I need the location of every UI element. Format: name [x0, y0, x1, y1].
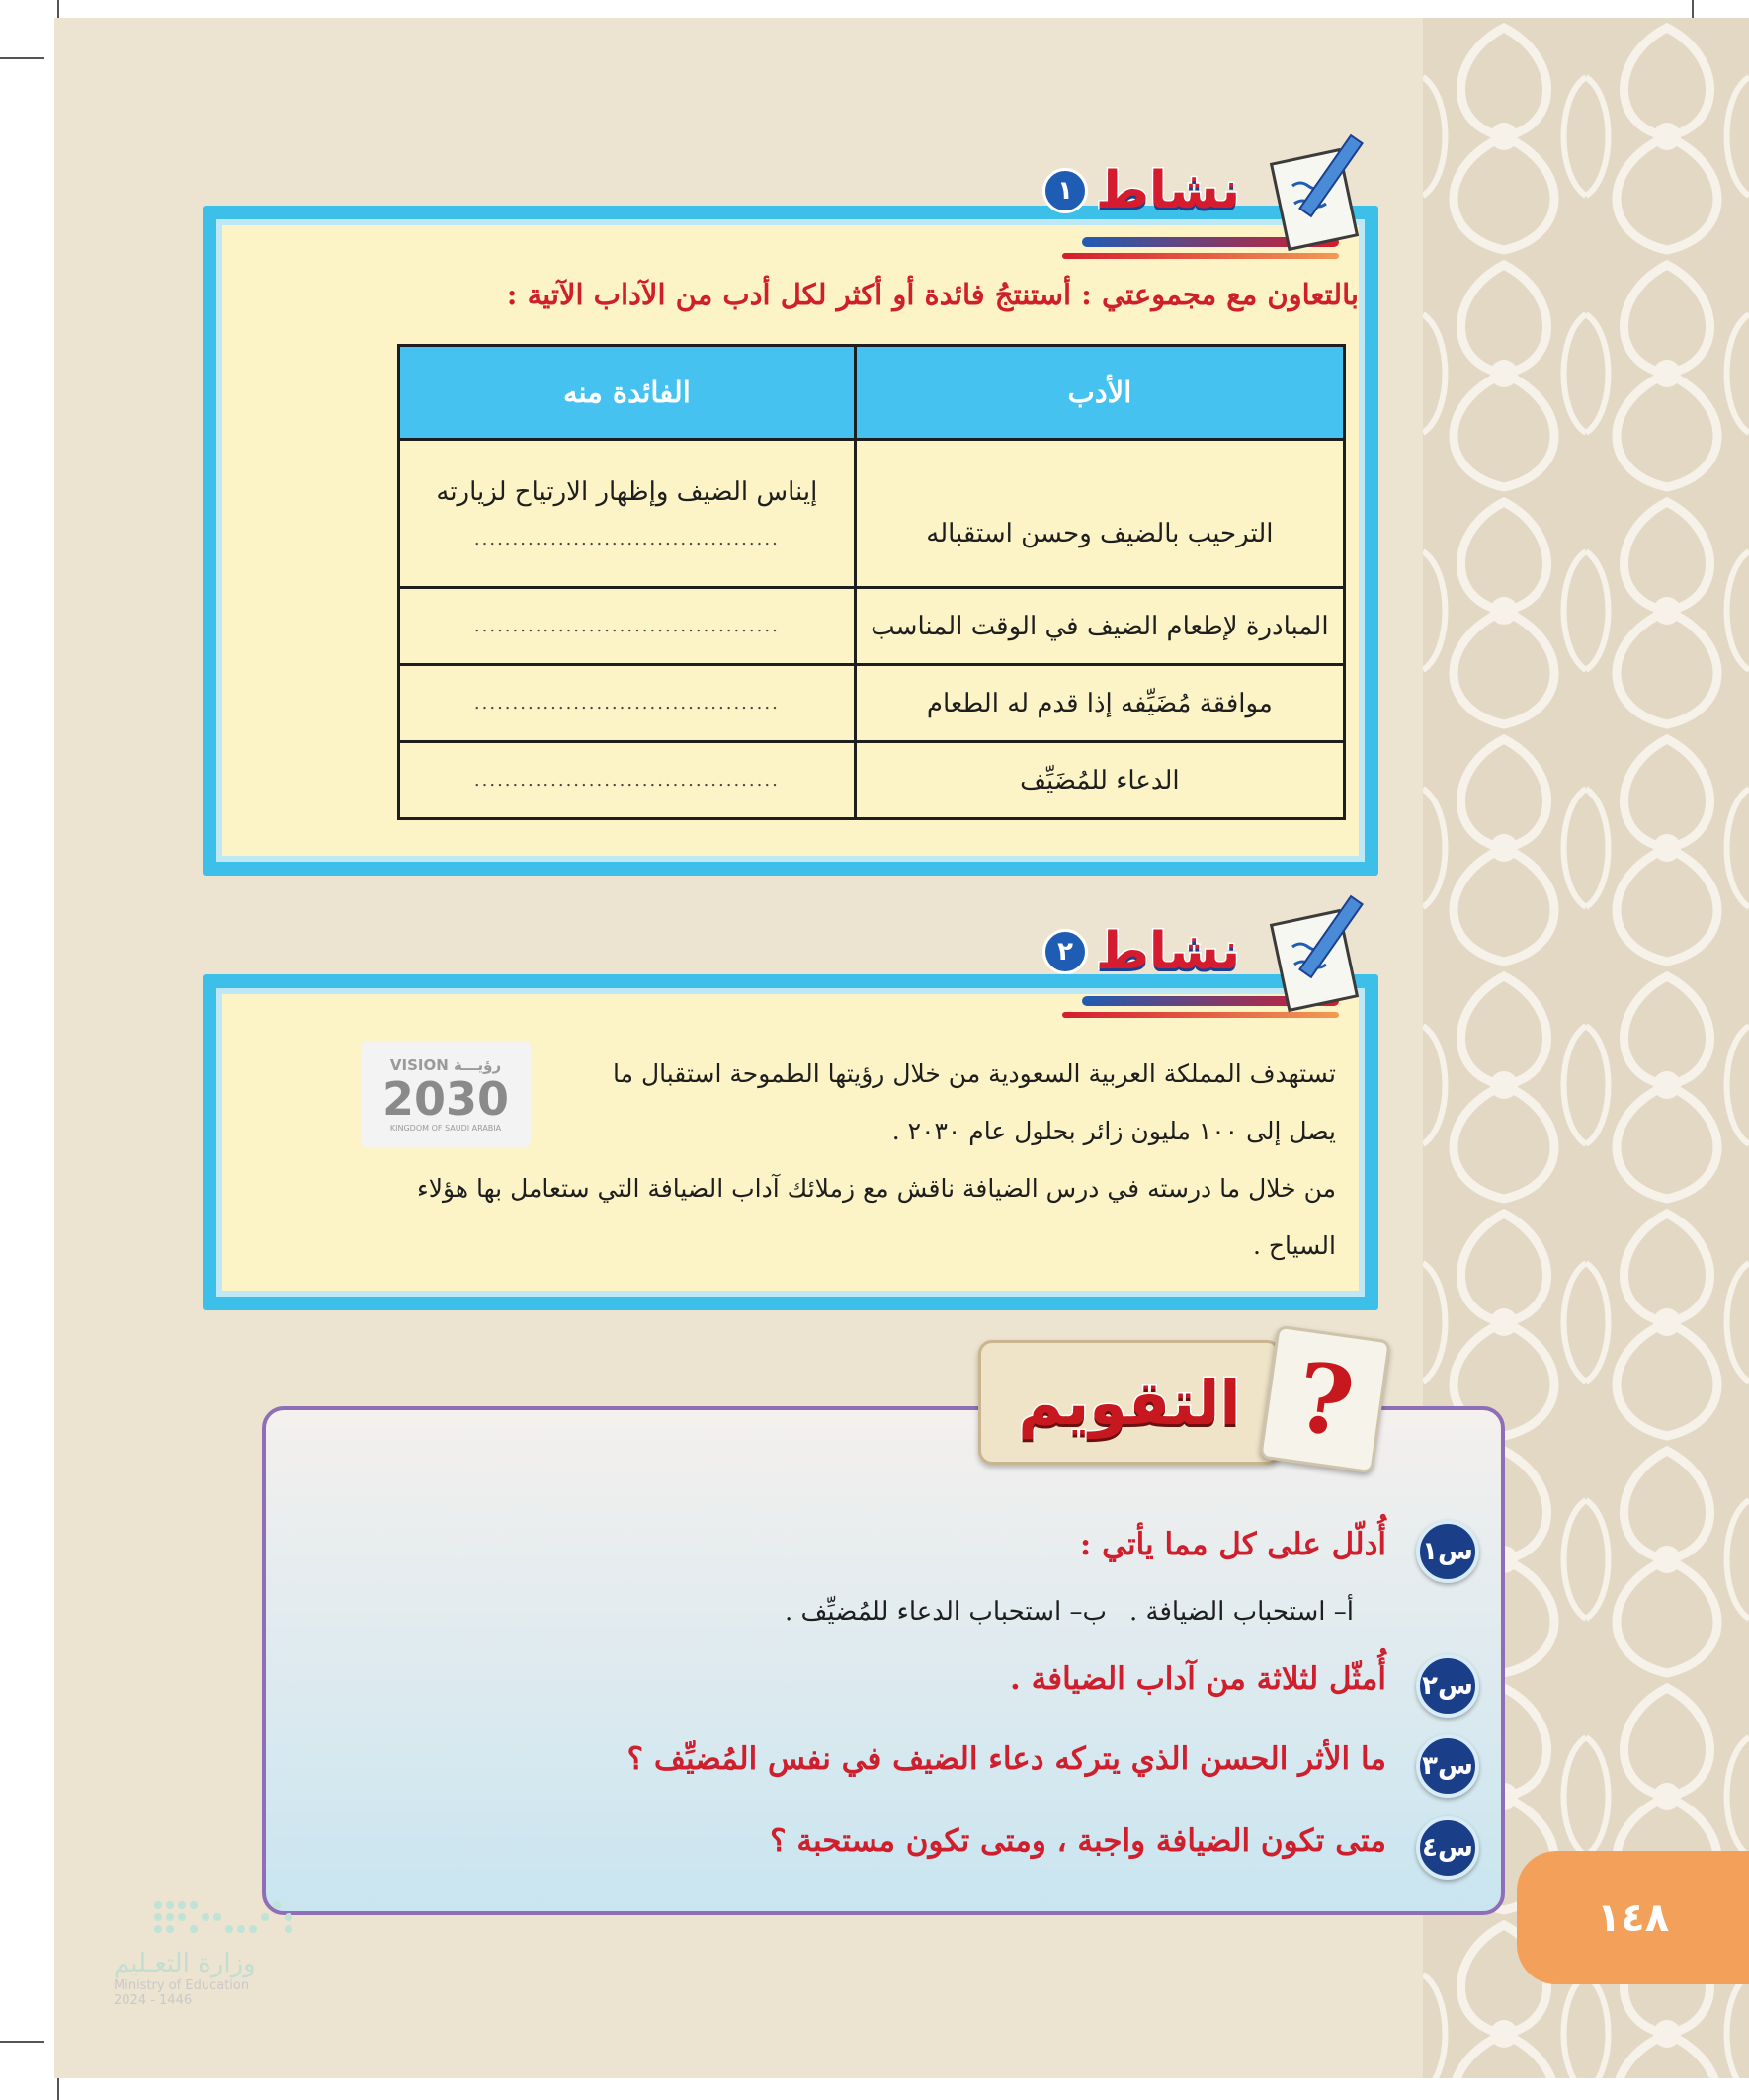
vision-logo-year: 2030 — [381, 1071, 510, 1126]
crop-mark — [0, 2041, 44, 2043]
ministry-arabic: وزارة التعـليم — [114, 1949, 256, 1978]
activity-2-text — [565, 1046, 1336, 1160]
benefit-cell — [399, 588, 856, 665]
adab-cell: المبادرة لإطعام الضيف في الوقت المناسب — [855, 588, 1344, 665]
question-badge: س٣ — [1416, 1734, 1479, 1798]
table-row — [399, 665, 1345, 742]
question-text: أُمثّل لثلاثة من آداب الضيافة . — [1010, 1661, 1386, 1697]
ministry-logo — [94, 1895, 311, 2008]
table-header-row — [399, 346, 1345, 440]
vision-logo-top: VISION رؤيـــة — [389, 1055, 502, 1074]
ministry-english: Ministry of Education — [114, 1978, 250, 1993]
evaluation-title: التقويم — [1018, 1366, 1241, 1439]
table-row — [399, 588, 1345, 665]
answer-blank[interactable]: ........................................ — [473, 616, 780, 636]
adab-cell: الدعاء للمُضَيِّف — [855, 742, 1344, 819]
answer-blank[interactable]: ........................................ — [473, 770, 780, 791]
vision-2030-logo — [361, 1041, 531, 1147]
notepad-pencil-icon — [1255, 126, 1383, 255]
question-badge: س٢ — [1416, 1654, 1479, 1718]
activity-2-text — [348, 1160, 1336, 1275]
benefit-cell — [399, 440, 856, 588]
header-benefit: الفائدة منه — [399, 346, 856, 440]
benefit-text: إيناس الضيف وإظهار الارتياح لزيارته — [436, 477, 818, 507]
benefit-cell — [399, 742, 856, 819]
activity-2-line: من خلال ما درسته في درس الضيافة ناقش مع زملائك آداب الضيافة التي ستعامل بها هؤلاء — [416, 1174, 1336, 1203]
notepad-pencil-icon — [1255, 887, 1383, 1016]
activity-2-line: تستهدف المملكة العربية السعودية من خلال رؤيتها الطموحة استقبال ما — [613, 1059, 1336, 1088]
ministry-year: 2024 - 1446 — [114, 1993, 193, 2008]
table-row — [399, 742, 1345, 819]
activity-1-title — [1042, 161, 1240, 220]
question-badge: س١ — [1416, 1520, 1479, 1583]
activity-1-instruction: بالتعاون مع مجموعتي : أستنتجُ فائدة أو أكثر لكل أدب من الآداب الآتية : — [506, 278, 1359, 311]
table-row — [399, 440, 1345, 588]
page-number: ١٤٨ — [1517, 1851, 1749, 1984]
question-sub-a: أ– استحباب الضيافة . — [1129, 1597, 1354, 1627]
header-adab: الأدب — [855, 346, 1344, 440]
question-sub-b: ب– استحباب الدعاء للمُضيِّف . — [784, 1597, 1107, 1627]
activity-number-badge: ٢ — [1042, 929, 1088, 974]
benefit-cell — [399, 665, 856, 742]
textbook-page — [54, 18, 1749, 2078]
question-mark-icon: ? — [1259, 1325, 1391, 1474]
activity-label: نشاط — [1096, 922, 1240, 981]
vision-logo-bottom: KINGDOM OF SAUDI ARABIA — [389, 1123, 502, 1133]
answer-blank[interactable]: ........................................ — [473, 529, 780, 549]
evaluation-banner — [978, 1340, 1281, 1465]
activity-2-line: يصل إلى ١٠٠ مليون زائر بحلول عام ٢٠٣٠ . — [891, 1117, 1336, 1145]
adab-cell: موافقة مُضَيِّفه إذا قدم له الطعام — [855, 665, 1344, 742]
question-text: أُدلّل على كل مما يأتي : — [1079, 1527, 1386, 1562]
question-badge: س٤ — [1416, 1816, 1479, 1880]
ministry-dots-icon — [148, 1895, 306, 1945]
activity-2-title — [1042, 922, 1240, 981]
activity-label: نشاط — [1096, 161, 1240, 220]
question-text: متى تكون الضيافة واجبة ، ومتى تكون مستحبة ؟ — [770, 1823, 1386, 1859]
answer-blank[interactable]: ........................................ — [473, 693, 780, 714]
activity-2-line: السياح . — [1252, 1231, 1336, 1260]
crop-mark — [0, 57, 44, 59]
adab-cell: الترحيب بالضيف وحسن استقباله — [855, 440, 1344, 588]
activity-number-badge: ١ — [1042, 168, 1088, 213]
question-text: ما الأثر الحسن الذي يتركه دعاء الضيف في نفس المُضيِّف ؟ — [626, 1741, 1386, 1777]
adab-table — [397, 344, 1346, 820]
